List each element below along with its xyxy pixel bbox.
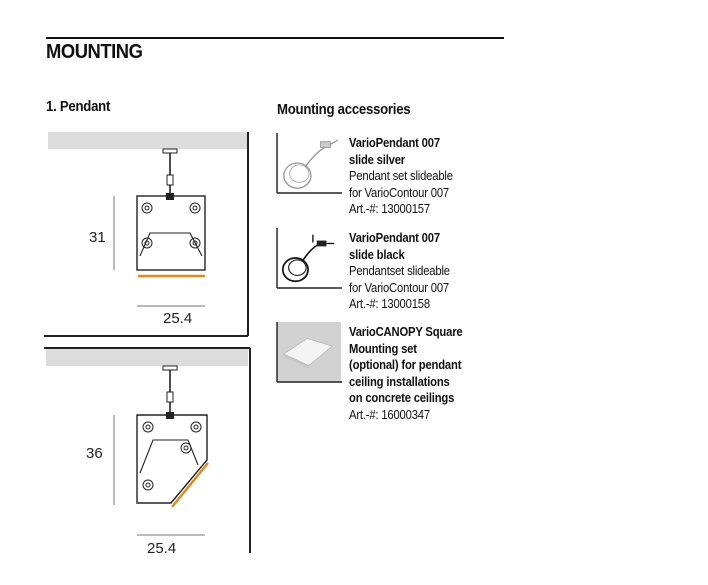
accessories-heading: Mounting accessories: [277, 101, 411, 118]
drawing-1-height: 31: [89, 229, 106, 246]
accessory-desc-2: ceiling installations: [349, 374, 450, 389]
ceiling-band: [48, 132, 248, 149]
title-rule: [46, 37, 504, 39]
accessory-name-1: VarioCANOPY Square: [349, 325, 463, 339]
pendant-drawing-1: [40, 125, 255, 340]
accessory-art-number: Art.-#: 13000157: [349, 202, 430, 216]
section-title: MOUNTING: [46, 41, 143, 63]
accessory-name-2: slide silver: [349, 152, 406, 167]
ceiling-band: [46, 349, 248, 366]
silver-pendant-cable-icon: [276, 132, 342, 194]
rope-grip: [167, 175, 173, 185]
canopy-square-icon: [276, 321, 342, 383]
canopy: [163, 366, 177, 370]
drawing-1-width: 25.4: [163, 310, 193, 327]
accessory-desc-1: Pendantset slideable: [349, 264, 450, 278]
accessory-name-2: slide black: [349, 247, 405, 262]
accessory-desc-2: for VarioContour 007: [349, 185, 450, 200]
pendant-drawing-2: [40, 345, 255, 560]
black-pendant-cable-icon: [276, 227, 342, 289]
profile-clip: [166, 193, 174, 200]
accessory-art-number: Art.-#: 16000347: [349, 407, 430, 422]
accessory-desc-1: (optional) for pendant: [349, 358, 462, 372]
accessory-desc-1: Pendant set slideable: [349, 169, 453, 183]
accessory-desc-2: for VarioContour 007: [349, 280, 450, 295]
drawing-2-width: 25.4: [147, 540, 177, 557]
accessory-name-1: VarioPendant 007: [349, 136, 440, 150]
rope-grip: [167, 392, 173, 402]
canopy: [163, 149, 177, 153]
accessory-desc-3: on concrete ceilings: [349, 391, 455, 405]
pendant-heading: 1. Pendant: [46, 98, 111, 115]
accessory-name-1: VarioPendant 007: [349, 231, 440, 245]
accessory-name-2: Mounting set: [349, 341, 417, 356]
profile-clip: [166, 412, 174, 419]
drawing-2-height: 36: [86, 445, 103, 462]
accessory-art-number: Art.-#: 13000158: [349, 297, 430, 311]
